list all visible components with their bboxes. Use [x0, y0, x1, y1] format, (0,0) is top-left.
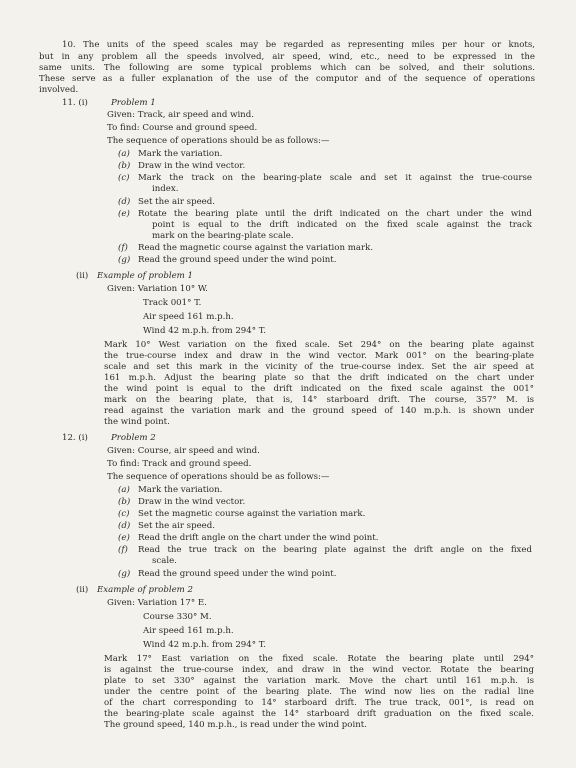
- solution-line: plate to set 330° against the variation mark. Move the chart until 161 m.p.h. is: [104, 676, 534, 686]
- sequence-intro: The sequence of operations should be as follows:—: [107, 136, 330, 146]
- para10-line: but in any problem all the speeds involved, air speed, wind, etc., need to be expressed in the: [39, 52, 535, 62]
- solution-line: Mark 10° West variation on the fixed scale. Set 294° on the bearing plate against: [104, 340, 534, 350]
- step-key: (g): [118, 569, 131, 579]
- sequence-intro: The sequence of operations should be as follows:—: [107, 472, 330, 482]
- step-text: Rotate the bearing plate until the drift indicated on the chart under the wind: [138, 209, 532, 219]
- step-key: (b): [118, 497, 131, 507]
- step-key: (b): [118, 161, 131, 171]
- solution-line: read against the variation mark and the ground speed of 140 m.p.h. is shown under: [104, 406, 534, 416]
- step-text: Mark the variation.: [138, 485, 223, 495]
- to-find-line: To find: Track and ground speed.: [107, 459, 252, 469]
- step-text: Read the true track on the bearing plate against the drift angle on the fixed: [138, 545, 532, 555]
- step-text: Set the air speed.: [138, 197, 215, 207]
- solution-line: The ground speed, 140 m.p.h., is read under the wind point.: [104, 720, 367, 730]
- solution-line: 161 m.p.h. Adjust the bearing plate so that the drift indicated on the chart under: [104, 373, 534, 383]
- solution-line: the bearing-plate scale against the 14° starboard drift graduation on the fixed scale.: [104, 709, 534, 719]
- solution-line: mark on the bearing plate, that is, 14° starboard drift. The course, 357° M. is: [104, 395, 534, 405]
- solution-line: the wind point.: [104, 417, 170, 427]
- step-text: Set the air speed.: [138, 521, 215, 531]
- para10-line: involved.: [39, 85, 79, 95]
- example-given: Air speed 161 m.p.h.: [143, 626, 234, 636]
- example-given: Wind 42 m.p.h. from 294° T.: [143, 326, 266, 336]
- para10-line: same units. The following are some typical problems which can be solved, and their solutions.: [39, 63, 535, 73]
- given-line: Given: Track, air speed and wind.: [107, 110, 254, 120]
- section-title: Problem 2: [111, 433, 156, 443]
- para10-line: 10. The units of the speed scales may be regarded as representing miles per hour or knots,: [62, 40, 535, 50]
- solution-line: Mark 17° East variation on the fixed scale. Rotate the bearing plate until 294°: [104, 654, 534, 664]
- example-given: Given: Variation 17° E.: [107, 598, 207, 608]
- given-line: Given: Course, air speed and wind.: [107, 446, 260, 456]
- step-key: (a): [118, 485, 130, 495]
- example-given: Given: Variation 10° W.: [107, 284, 208, 294]
- example-given: Course 330° M.: [143, 612, 212, 622]
- step-key: (g): [118, 255, 131, 265]
- section-title: Problem 1: [111, 98, 156, 108]
- step-key: (f): [118, 545, 128, 555]
- solution-line: of the chart corresponding to 14° starboard drift. The true track, 001°, is read on: [104, 698, 534, 708]
- step-key: (e): [118, 533, 130, 543]
- example-number: (ii): [76, 585, 89, 595]
- solution-line: scale and set this mark in the vicinity of the true-course index. Set the air speed at: [104, 362, 534, 372]
- step-key: (c): [118, 509, 130, 519]
- step-key: (a): [118, 149, 130, 159]
- step-text: Mark the track on the bearing-plate scale and set it against the true-course: [138, 173, 532, 183]
- solution-line: the true-course index and draw in the wind vector. Mark 001° on the bearing-plate: [104, 351, 534, 361]
- step-key: (f): [118, 243, 128, 253]
- example-given: Wind 42 m.p.h. from 294° T.: [143, 640, 266, 650]
- solution-line: the wind point is equal to the drift indicated on the fixed scale against the 001°: [104, 384, 534, 394]
- step-text: Read the drift angle on the chart under the wind point.: [138, 533, 379, 543]
- step-text: Read the ground speed under the wind point.: [138, 255, 337, 265]
- example-number: (ii): [76, 271, 89, 281]
- step-text: Mark the variation.: [138, 149, 223, 159]
- step-text: Set the magnetic course against the variation mark.: [138, 509, 366, 519]
- section-number: 12. (i): [62, 433, 88, 443]
- solution-line: under the centre point of the bearing plate. The wind now lies on the radial line: [104, 687, 534, 697]
- solution-line: is against the true-course index, and draw in the wind vector. Rotate the bearing: [104, 665, 534, 675]
- example-title: Example of problem 1: [97, 271, 194, 281]
- step-text-cont: index.: [152, 184, 179, 194]
- step-text: Read the ground speed under the wind point.: [138, 569, 337, 579]
- step-text-cont: mark on the bearing-plate scale.: [152, 231, 294, 241]
- section-number: 11. (i): [62, 98, 88, 108]
- step-key: (c): [118, 173, 130, 183]
- step-text: Draw in the wind vector.: [138, 161, 246, 171]
- step-text-cont: point is equal to the drift indicated on the fixed scale against the track: [152, 220, 532, 230]
- example-given: Track 001° T.: [143, 298, 202, 308]
- to-find-line: To find: Course and ground speed.: [107, 123, 258, 133]
- step-key: (d): [118, 197, 131, 207]
- step-text: Read the magnetic course against the variation mark.: [138, 243, 374, 253]
- step-text-cont: scale.: [152, 556, 177, 566]
- step-key: (d): [118, 521, 131, 531]
- example-given: Air speed 161 m.p.h.: [143, 312, 234, 322]
- step-text: Draw in the wind vector.: [138, 497, 246, 507]
- step-key: (e): [118, 209, 130, 219]
- para10-line: These serve as a fuller explanation of the use of the computor and of the sequence of operations: [39, 74, 535, 84]
- example-title: Example of problem 2: [97, 585, 194, 595]
